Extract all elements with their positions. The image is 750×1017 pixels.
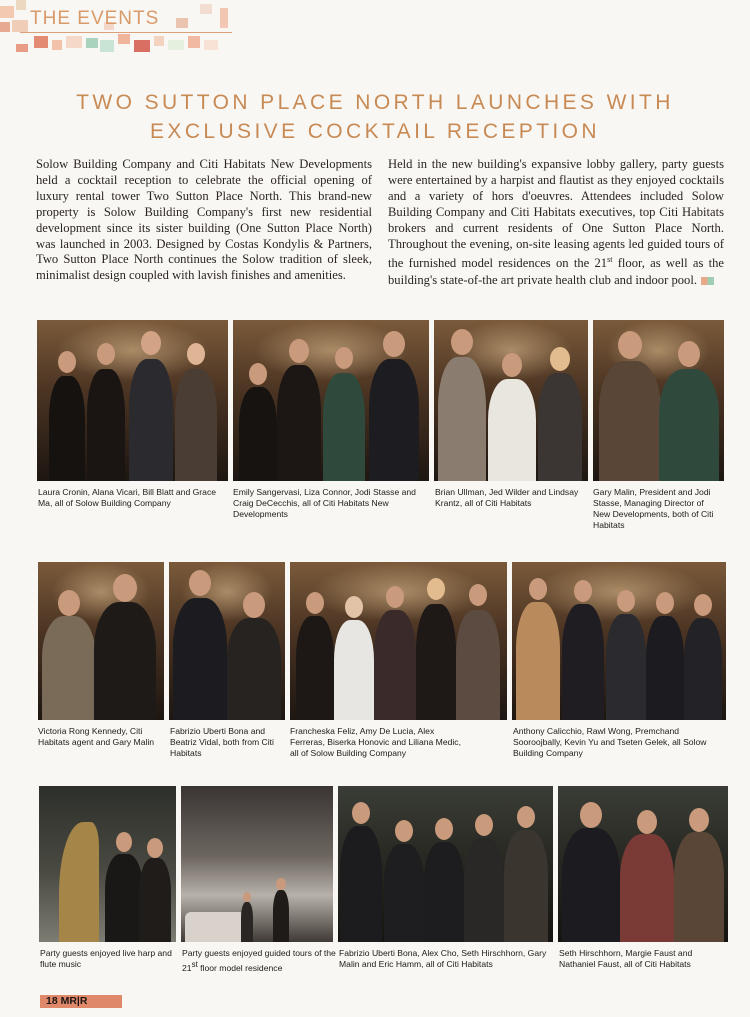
ordinal-suffix: st	[607, 255, 613, 265]
body-column-2	[388, 157, 724, 288]
event-photo-12	[558, 786, 728, 942]
headline-line-2: EXCLUSIVE COCKTAIL RECEPTION	[150, 120, 600, 143]
end-mark-icon	[701, 277, 714, 285]
photo-caption-9: Party guests enjoyed live harp and flute music	[40, 948, 172, 969]
photo-caption-8: Anthony Calicchio, Rawl Wong, Premchand Sooroojbally, Kevin Yu and Tseten Gelek, all Solow Building Company	[513, 726, 707, 758]
photo-caption-2: Emily Sangervasi, Liza Connor, Jodi Stasse and Craig DeCecchis, all of Citi Habitats New Developments	[233, 487, 416, 519]
event-photo-9	[39, 786, 176, 942]
event-photo-5	[38, 562, 164, 720]
body-column-2-text-end: floor, as well as the building's state-of-the art private health club and indoor pool.	[388, 256, 725, 287]
photo-caption-3: Brian Ullman, Jed Wilder and Lindsay Krantz, all of Citi Habitats	[435, 487, 579, 508]
caption-ordinal-suffix: st	[191, 960, 198, 969]
event-photo-2	[233, 320, 429, 481]
event-photo-10	[181, 786, 333, 942]
photo-caption-1: Laura Cronin, Alana Vicari, Bill Blatt and Grace Ma, all of Solow Building Company	[38, 487, 217, 508]
body-column-1: Solow Building Company and Citi Habitats New Developments held a cocktail reception to celebrate the official opening of luxury rental tower Two Sutton Place North. This brand-new property is Solow Building Company's first new residential development since its sister building (One Sutton Place North) was launched in 2003. Designed by Costas Kondylis & Partners, Two Sutton Place North continues the Solow tradition of sleek, minimalist design coupled with lavish finishes and amenities.	[36, 157, 372, 283]
photo-caption-4: Gary Malin, President and Jodi Stasse, Managing Director of New Developments, both of Citi Habitats	[593, 487, 714, 530]
event-photo-6	[169, 562, 285, 720]
photo-caption-5: Victoria Rong Kennedy, Citi Habitats agent and Gary Malin	[38, 726, 155, 747]
event-photo-3	[434, 320, 588, 481]
photo-caption-10-text: Party guests enjoyed guided tours of the 21	[182, 948, 336, 973]
section-label: THE EVENTS	[30, 8, 160, 29]
photo-caption-10	[182, 948, 338, 974]
event-photo-11	[338, 786, 553, 942]
photo-caption-12: Seth Hirschhorn, Margie Faust and Nathaniel Faust, all of Citi Habitats	[559, 948, 693, 969]
page-folio: 18 MR|R	[40, 995, 122, 1008]
event-photo-8	[512, 562, 726, 720]
event-photo-7	[290, 562, 507, 720]
photo-caption-7: Francheska Feliz, Amy De Lucia, Alex Ferreras, Biserka Honovic and Liliana Medic, all of Solow Building Company	[290, 726, 461, 758]
header-rule	[20, 32, 232, 33]
article-headline	[40, 88, 710, 146]
event-photo-4	[593, 320, 724, 481]
photo-caption-6: Fabrizio Uberti Bona and Beatriz Vidal, both from Citi Habitats	[170, 726, 274, 758]
headline-line-1: TWO SUTTON PLACE NORTH LAUNCHES WITH	[76, 91, 674, 114]
body-column-2-text: Held in the new building's expansive lobby gallery, party guests were entertained by a harpist and flautist as they enjoyed cocktails and a variety of hors d'oeuvres. Attendees included Solow Building Company and Citi Habitats executives, top Citi Habitats brokers and current residents of One Sutton Place North. Throughout the evening, on-site leasing agents led guided tours of the furnished model residences on the 21	[388, 157, 724, 271]
event-photo-1	[37, 320, 228, 481]
photo-caption-10-text-end: floor model residence	[197, 962, 283, 973]
photo-caption-11: Fabrizio Uberti Bona, Alex Cho, Seth Hirschhorn, Gary Malin and Eric Hamm, all of Citi Habitats	[339, 948, 547, 969]
